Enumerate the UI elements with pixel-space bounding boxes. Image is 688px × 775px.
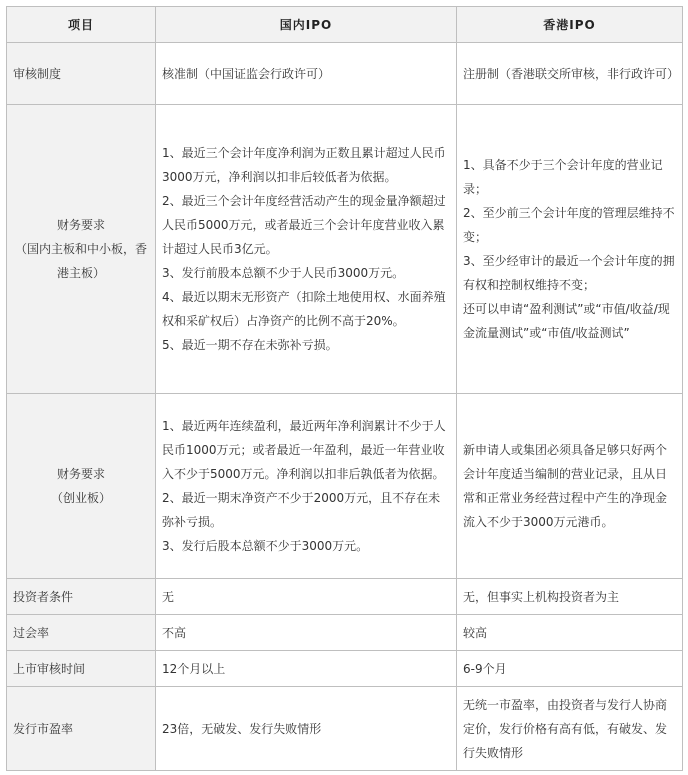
row-label-text: 上市审核时间 [13, 661, 86, 676]
domestic-text: 核准制（中国证监会行政许可） [162, 66, 331, 81]
table-row-financial-gem [7, 394, 683, 579]
row-label-subtitle: （国内主板和中小板，香港主板） [14, 242, 147, 280]
table-row-review-system [7, 43, 683, 105]
row-label-text: 投资者条件 [13, 589, 74, 604]
hk-clause: 3、至少经审计的最近一个会计年度的拥有权和控制权维持不变； [463, 254, 675, 292]
row-label-title: 财务要求 [56, 218, 105, 232]
ipo-comparison-table [6, 6, 683, 771]
domestic-cell [156, 105, 457, 394]
hk-text: 新申请人或集团必须具备足够只好两个会计年度适当编制的营业记录，且从日常和正常业务经营过程中产生的净现金流入不少于3000万元港币。 [463, 443, 668, 529]
domestic-cell [156, 615, 457, 651]
hk-cell [457, 394, 683, 579]
header-hk-ipo: 香港IPO [457, 7, 683, 43]
hk-clause: 2、至少前三个会计年度的管理层维持不变； [463, 206, 675, 244]
domestic-text: 23倍，无破发、发行失败情形 [162, 721, 322, 736]
hk-cell [457, 687, 683, 771]
domestic-text: 无 [162, 589, 175, 604]
domestic-clause: 5、最近一期不存在未弥补亏损。 [162, 338, 338, 352]
row-label-title: 财务要求 [56, 467, 105, 481]
domestic-cell [156, 579, 457, 615]
domestic-clause: 4、最近以期末无形资产（扣除土地使用权、水面养殖权和采矿权后）占净资产的比例不高于20%。 [162, 290, 446, 328]
hk-cell [457, 579, 683, 615]
table-row-review-time [7, 651, 683, 687]
domestic-clause: 2、最近三个会计年度经营活动产生的现金量净额超过人民币5000万元，或者最近三个会计年度营业收入累计超过人民币3亿元。 [162, 194, 446, 256]
domestic-cell [156, 43, 457, 105]
domestic-text: 12个月以上 [162, 661, 226, 676]
domestic-clause: 2、最近一期末净资产不少于2000万元，且不存在未弥补亏损。 [162, 491, 441, 529]
table-row-financial-main-board [7, 105, 683, 394]
row-label-text: 发行市盈率 [13, 721, 74, 736]
domestic-cell [156, 651, 457, 687]
table-row-investor-conditions [7, 579, 683, 615]
row-label-subtitle: （创业板） [50, 491, 111, 505]
table-row-issue-pe [7, 687, 683, 771]
table-row-approval-rate [7, 615, 683, 651]
hk-cell [457, 651, 683, 687]
header-domestic-ipo: 国内IPO [156, 7, 457, 43]
row-label [7, 105, 156, 394]
domestic-clause: 1、最近两年连续盈利，最近两年净利润累计不少于人民币1000万元；或者最近一年盈利，最近一年营业收入不少于5000万元。净利润以扣非后孰低者为依据。 [162, 419, 446, 481]
hk-cell [457, 105, 683, 394]
domestic-clause: 3、发行后股本总额不少于3000万元。 [162, 539, 369, 553]
row-label-text: 过会率 [13, 625, 50, 640]
row-label [7, 651, 156, 687]
hk-text: 较高 [463, 625, 488, 640]
row-label [7, 687, 156, 771]
domestic-text: 不高 [162, 625, 187, 640]
row-label [7, 579, 156, 615]
hk-text: 无统一市盈率，由投资者与发行人协商定价，发行价格有高有低，有破发、发行失败情形 [463, 697, 668, 760]
row-label [7, 394, 156, 579]
row-label [7, 43, 156, 105]
domestic-cell [156, 394, 457, 579]
row-label-text: 审核制度 [13, 66, 62, 81]
hk-text: 注册制（香港联交所审核，非行政许可） [463, 66, 680, 81]
domestic-clause: 1、最近三个会计年度净利润为正数且累计超过人民币3000万元，净利润以扣非后较低者为依据。 [162, 146, 446, 184]
header-item: 项目 [7, 7, 156, 43]
hk-clause: 还可以申请“盈利测试”或“市值/收益/现金流量测试”或“市值/收益测试” [463, 302, 670, 340]
header-row [7, 7, 683, 43]
hk-text: 无，但事实上机构投资者为主 [463, 589, 620, 604]
hk-cell [457, 43, 683, 105]
hk-clause: 1、具备不少于三个会计年度的营业记录； [463, 158, 663, 196]
domestic-clause: 3、发行前股本总额不少于人民币3000万元。 [162, 266, 405, 280]
hk-cell [457, 615, 683, 651]
hk-text: 6-9个月 [463, 661, 507, 676]
domestic-cell [156, 687, 457, 771]
row-label [7, 615, 156, 651]
